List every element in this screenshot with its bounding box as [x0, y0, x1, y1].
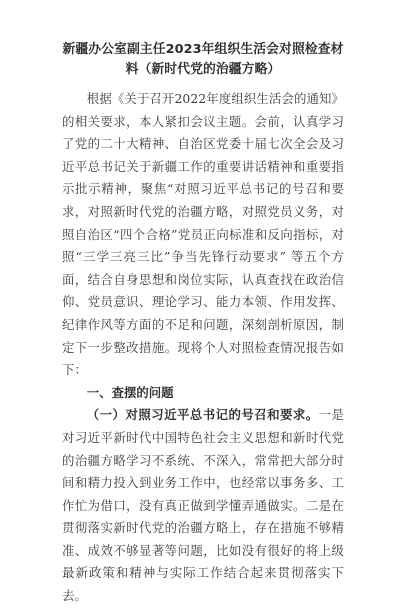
- subsection-body: 一是对习近平新时代中国特色社会主义思想和新时代党的治疆方略学习不系统、不深入，常常把大部分时间和精力投入到业务工作中，也经常以事务多、工作忙为借口，没有真正做到学懂弄通做实。二是在贯彻落实新时代党的治疆方略上，存在措施不够精准、成效不够显著等问题，比如没有很好的将上级最新政策和精神与实际工作结合起来贯彻落实下去。: [62, 407, 344, 604]
- document-title: 新疆办公室副主任2023年组织生活会对照检查材料（新时代党的治疆方略）: [62, 42, 344, 77]
- subsection-paragraph: [62, 404, 344, 607]
- subsection-lead: （一）对照习近平总书记的号召和要求。: [86, 407, 319, 423]
- intro-paragraph: 根据《关于召开2022年度组织生活会的通知》的相关要求，本人紧扣会议主题。会前，认真学习了党的二十大精神、自治区党委十届七次全会及习近平总书记关于新疆工作的重要讲话精神和重要指示批示精神，聚焦“对照习近平总书记的号召和要求，对照新时代党的治疆方略，对照党员义务，对照自治区“四个合格”党员正向标准和反向指标，对照“三学三亮三比”争当先锋行动要求” 等五个方面，结合自身思想和岗位实际，认真查找在政治信仰、党员意识、理论学习、能力本领、作用发挥、纪律作风等方面的不足和问题，深刻剖析原因，制定下一步整改措施。现将个人对照检查情况报告如下：: [62, 91, 344, 378]
- section-heading: 一、查摆的问题: [86, 384, 174, 400]
